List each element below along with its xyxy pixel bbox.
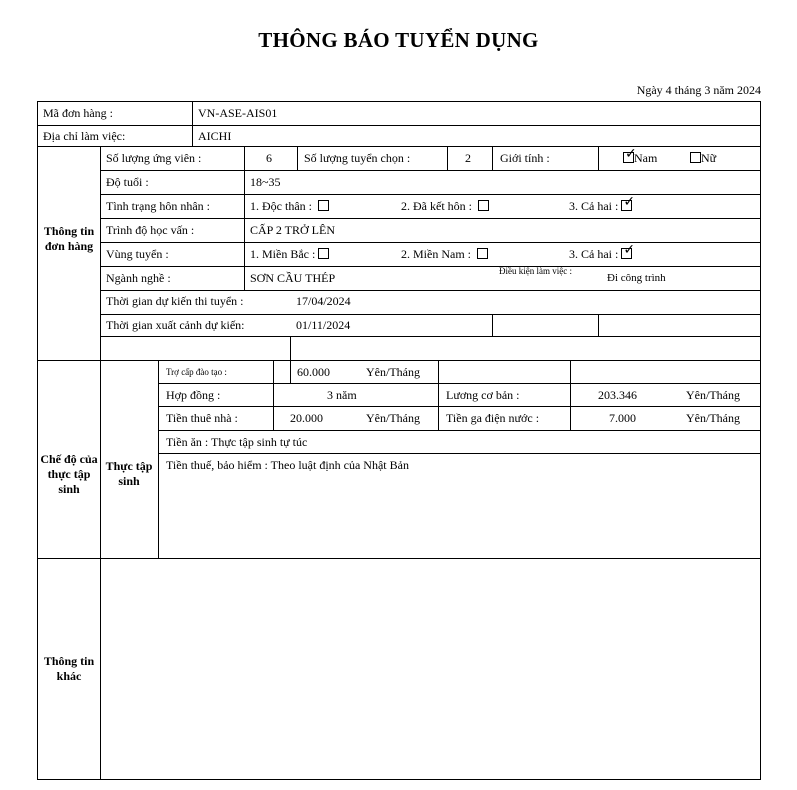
education-label: Trình độ học vấn : [106, 223, 195, 237]
region-north-checkbox[interactable] [318, 248, 329, 259]
food-info: Tiền ăn : Thực tập sinh tự túc [166, 435, 308, 449]
applicants-value: 6 [266, 151, 272, 165]
selected-label: Số lượng tuyển chọn : [304, 151, 411, 165]
contract-label: Hợp đồng : [166, 388, 221, 402]
gender-male-label: Nam [634, 151, 658, 165]
marital-single-label: 1. Độc thân : [250, 199, 312, 213]
utilities-label: Tiền ga điện nước : [446, 411, 540, 425]
region-north-label: 1. Miền Bắc : [250, 247, 316, 261]
applicants-label: Số lượng ứng viên : [106, 151, 202, 165]
exam-date-label: Thời gian dự kiến thi tuyển : [106, 294, 244, 308]
salary-label: Lương cơ bản : [446, 388, 520, 402]
departure-value: 01/11/2024 [296, 318, 351, 332]
marital-label: Tình trạng hôn nhân : [106, 199, 210, 213]
female-checkbox[interactable] [690, 152, 701, 163]
region-option-both[interactable] [569, 247, 632, 261]
training-allowance-label: Trợ cấp đào tạo : [166, 367, 227, 377]
education-value: CẤP 2 TRỞ LÊN [250, 223, 336, 237]
male-checkbox[interactable] [623, 152, 634, 163]
salary-unit: Yên/Tháng [686, 388, 740, 402]
work-location-label: Địa chỉ làm việc: [43, 129, 126, 143]
contract-value: 3 năm [327, 388, 357, 402]
gender-female-option[interactable] [690, 151, 716, 165]
region-label: Vùng tuyển : [106, 247, 169, 261]
region-south-label: 2. Miền Nam : [401, 247, 471, 261]
region-option-north[interactable] [250, 247, 329, 261]
exam-date-value: 17/04/2024 [296, 294, 351, 308]
age-label: Độ tuổi : [106, 175, 149, 189]
marital-both-label: 3. Cả hai : [569, 199, 619, 213]
region-south-checkbox[interactable] [477, 248, 488, 259]
region-option-south[interactable] [401, 247, 488, 261]
job-label: Ngành nghề : [106, 271, 171, 285]
selected-value: 2 [465, 151, 471, 165]
rent-unit: Yên/Tháng [366, 411, 420, 425]
marital-option-married[interactable] [401, 199, 489, 213]
gender-female-label: Nữ [701, 151, 717, 165]
marital-single-checkbox[interactable] [318, 200, 329, 211]
training-allowance-unit: Yên/Tháng [366, 365, 420, 379]
training-allowance-value: 60.000 [297, 365, 330, 379]
page-title: THÔNG BÁO TUYỂN DỤNG [258, 28, 539, 52]
rent-label: Tiền thuê nhà : [166, 411, 238, 425]
marital-married-label: 2. Đã kết hôn : [401, 199, 472, 213]
order-code-value: VN-ASE-AIS01 [198, 106, 278, 120]
marital-option-single[interactable] [250, 199, 329, 213]
rent-value: 20.000 [290, 411, 323, 425]
utilities-unit: Yên/Tháng [686, 411, 740, 425]
departure-label: Thời gian xuất cảnh dự kiến: [106, 318, 245, 332]
job-value: SƠN CẦU THÉP [250, 271, 336, 285]
tax-info: Tiền thuế, bảo hiểm : Theo luật định của Nhật Bản [166, 458, 409, 472]
utilities-value: 7.000 [609, 411, 636, 425]
region-both-label: 3. Cả hai : [569, 247, 619, 261]
work-condition-value: Đi công trình [607, 272, 666, 284]
issue-date: Ngày 4 tháng 3 năm 2024 [636, 83, 761, 97]
order-code-label: Mã đơn hàng : [43, 106, 114, 120]
other-info-content-area[interactable] [101, 559, 760, 779]
benefits-section-label: Chế độ của thực tập sinh [40, 452, 98, 496]
age-value: 18~35 [250, 175, 281, 189]
gender-label: Giới tính : [500, 151, 550, 165]
work-location-value: AICHI [198, 129, 232, 143]
region-both-checkbox[interactable] [621, 248, 632, 259]
other-info-section-label: Thông tin khác [43, 654, 95, 683]
order-info-section-label: Thông tin đơn hàng [43, 224, 95, 253]
marital-married-checkbox[interactable] [478, 200, 489, 211]
marital-option-both[interactable] [569, 199, 632, 213]
intern-sub-label: Thực tập sinh [105, 459, 153, 488]
marital-both-checkbox[interactable] [621, 200, 632, 211]
salary-value: 203.346 [598, 388, 637, 402]
work-condition-label: Điều kiện làm việc : [499, 266, 572, 276]
gender-male-option[interactable] [623, 151, 657, 165]
